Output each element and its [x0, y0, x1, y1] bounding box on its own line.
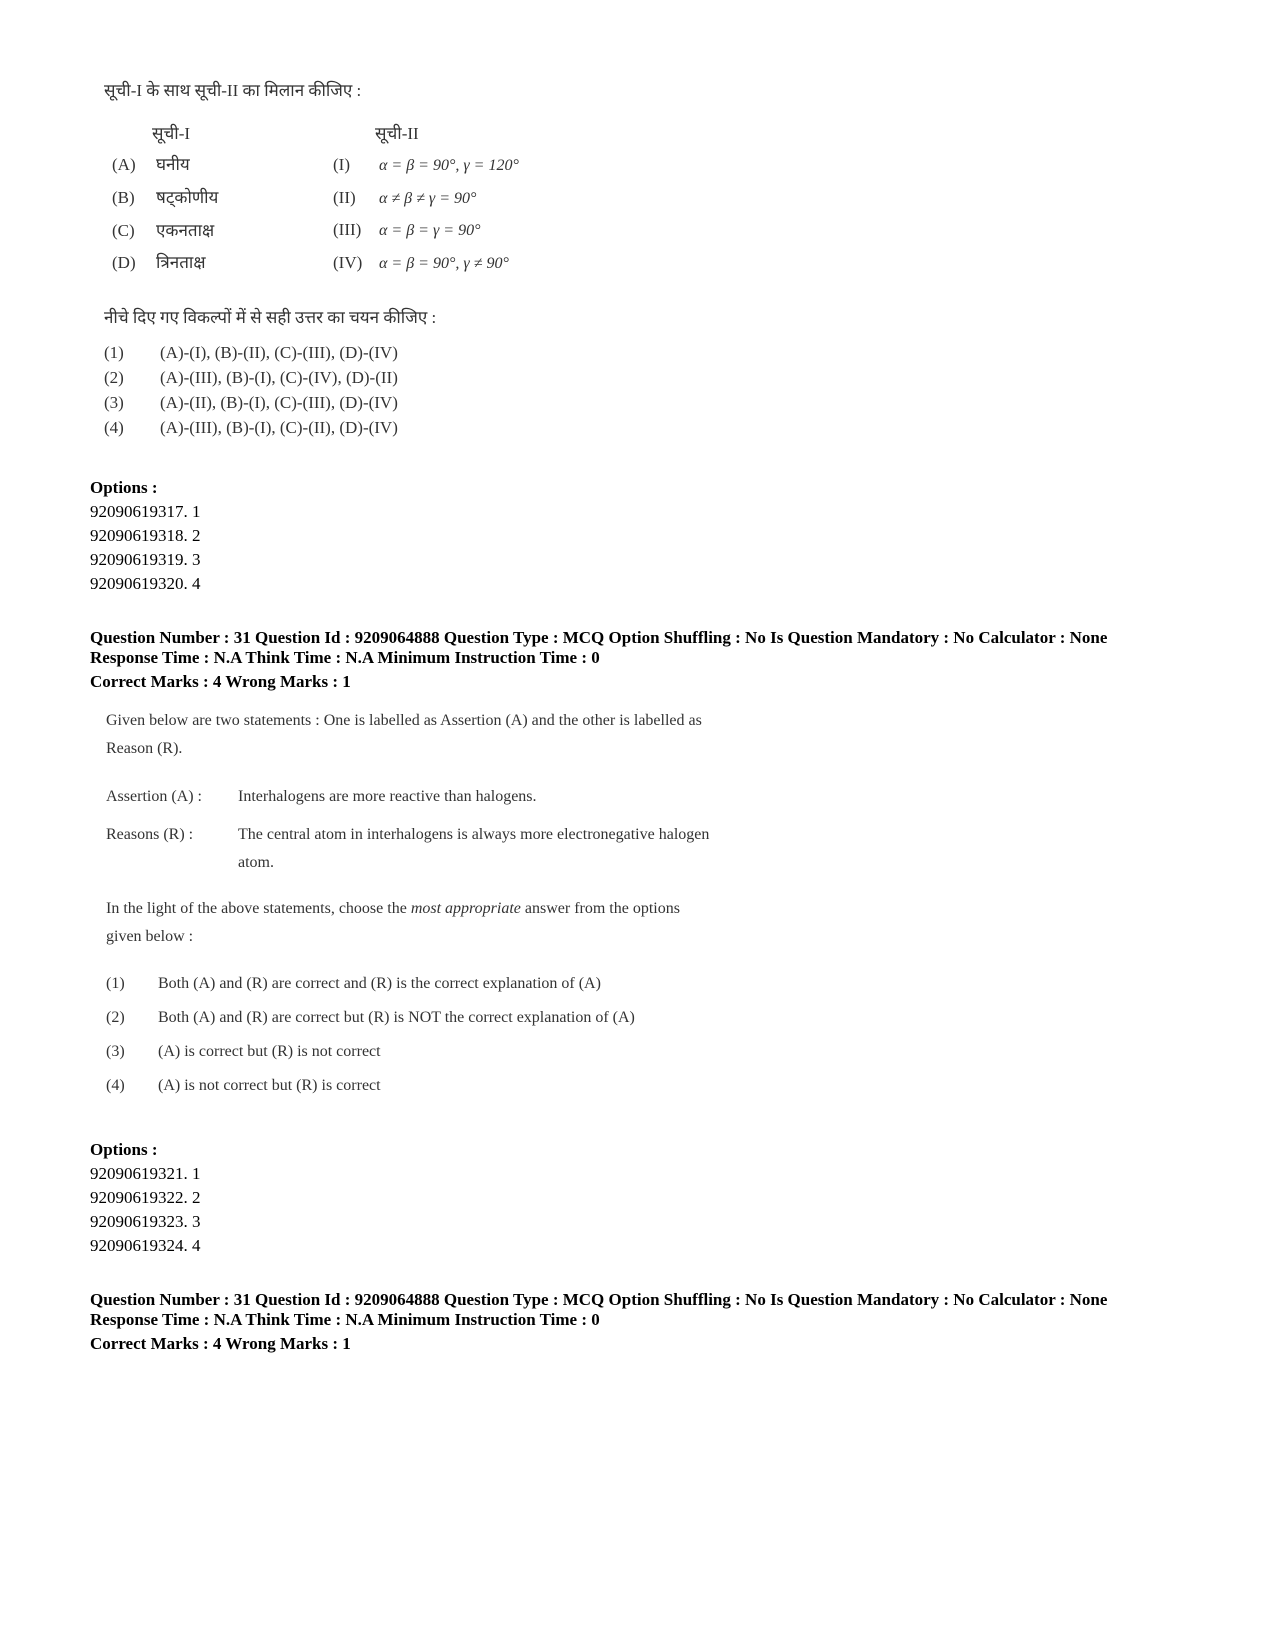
option-item: 92090619320. 4	[90, 574, 201, 593]
assertion-text: Interhalogens are more reactive than halogens.	[238, 788, 537, 805]
light-line: given below :	[106, 928, 194, 945]
options-label: Options :	[90, 478, 158, 497]
answer-choice: (1) (A)-(I), (B)-(II), (C)-(III), (D)-(IV)	[104, 343, 398, 362]
list2-header: सूची-II	[375, 124, 419, 143]
options-label: Options :	[90, 1140, 158, 1159]
question-meta-line1: Question Number : 31 Question Id : 9209064888 Question Type : MCQ Option Shuffling : No Is Question Mandatory : No Calculator : None	[90, 628, 1108, 647]
answer-choice: (2) (A)-(III), (B)-(I), (C)-(IV), (D)-(II)	[104, 368, 398, 387]
option-item: 92090619324. 4	[90, 1236, 201, 1255]
option-item: 92090619319. 3	[90, 550, 201, 569]
answer-choice: (4) (A)-(III), (B)-(I), (C)-(II), (D)-(IV)	[104, 418, 398, 437]
option-item: 92090619322. 2	[90, 1188, 201, 1207]
answer-choice: (2) Both (A) and (R) are correct but (R) is NOT the correct explanation of (A)	[106, 1009, 635, 1026]
question-marks: Correct Marks : 4 Wrong Marks : 1	[90, 1334, 351, 1353]
option-item: 92090619323. 3	[90, 1212, 201, 1231]
answer-choice: (3) (A)-(II), (B)-(I), (C)-(III), (D)-(IV)	[104, 393, 398, 412]
assertion-row	[106, 788, 537, 806]
answer-choice: (3) (A) is correct but (R) is not correct	[106, 1043, 381, 1060]
question-meta-line1: Question Number : 31 Question Id : 9209064888 Question Type : MCQ Option Shuffling : No Is Question Mandatory : No Calculator : None	[90, 1290, 1108, 1309]
option-item: 92090619318. 2	[90, 526, 201, 545]
list1-item: (C) एकनताक्ष	[112, 221, 215, 240]
assertion-label: Assertion (A) :	[106, 788, 202, 805]
answer-choice: (1) Both (A) and (R) are correct and (R) is the correct explanation of (A)	[106, 975, 601, 992]
option-item: 92090619317. 1	[90, 502, 201, 521]
list1-item: (B) षट्कोणीय	[112, 188, 219, 207]
question-marks: Correct Marks : 4 Wrong Marks : 1	[90, 672, 351, 691]
reason-text-cont: atom.	[238, 854, 274, 871]
option-item: 92090619321. 1	[90, 1164, 201, 1183]
list2-item: (I) α = β = 90°, γ = 120°	[333, 155, 519, 174]
question-meta-line2: Response Time : N.A Think Time : N.A Minimum Instruction Time : 0	[90, 648, 600, 667]
list2-item: (II) α ≠ β ≠ γ = 90°	[333, 188, 477, 207]
reason-row	[106, 826, 709, 844]
match-instruction: सूची-I के साथ सूची-II का मिलान कीजिए :	[104, 81, 362, 100]
answer-choice: (4) (A) is not correct but (R) is correct	[106, 1077, 381, 1094]
list2-item: (III) α = β = γ = 90°	[333, 220, 481, 239]
reason-label: Reasons (R) :	[106, 826, 194, 843]
list1-header: सूची-I	[152, 124, 191, 143]
list2-item: (IV) α = β = 90°, γ ≠ 90°	[333, 253, 509, 272]
choose-instruction: नीचे दिए गए विकल्पों में से सही उत्तर का चयन कीजिए :	[104, 308, 437, 327]
light-line: In the light of the above statements, choose the most appropriate answer from the options	[106, 900, 680, 917]
list1-item: (D) त्रिनताक्ष	[112, 253, 206, 272]
intro-line: Given below are two statements : One is labelled as Assertion (A) and the other is labelled as	[106, 712, 702, 729]
list1-item: (A) घनीय	[112, 155, 190, 174]
question-meta-line2: Response Time : N.A Think Time : N.A Minimum Instruction Time : 0	[90, 1310, 600, 1329]
intro-line: Reason (R).	[106, 740, 183, 757]
reason-text: The central atom in interhalogens is always more electronegative halogen	[238, 826, 710, 843]
